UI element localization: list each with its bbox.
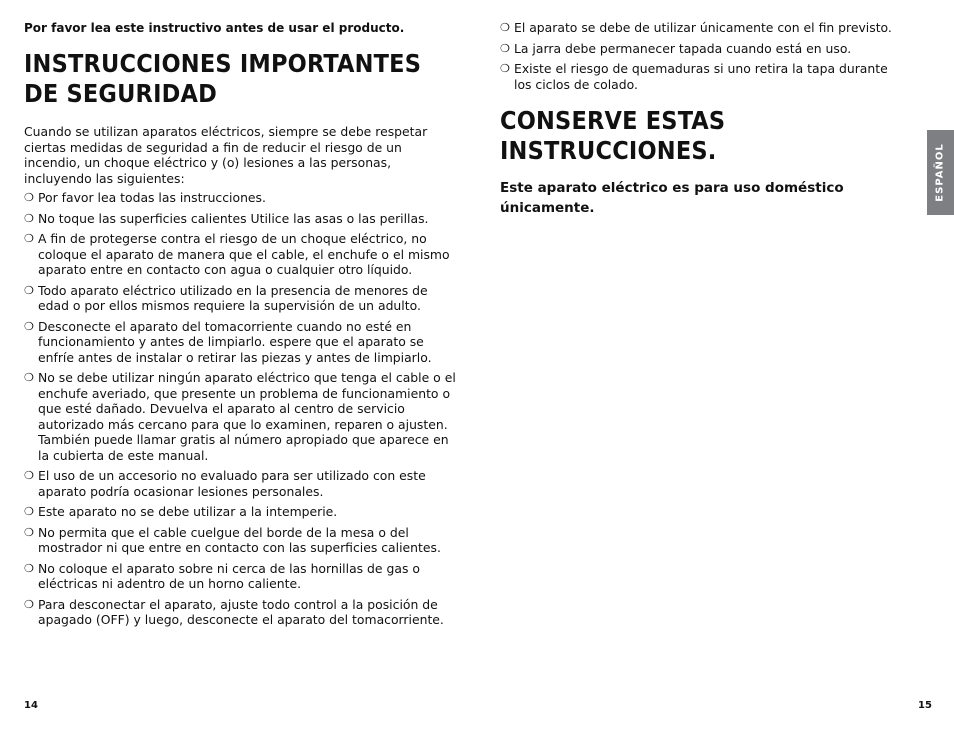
left-page [24,20,456,633]
list-item: ❍ Existe el riesgo de quemaduras si uno retira la tapa durante los ciclos de colado. [500,61,888,92]
list-item: ❍ La jarra debe permanecer tapada cuando está en uso. [500,40,852,56]
language-tab-label: ESPAÑOL [935,143,946,202]
circle-bullet-icon: ❍ [24,211,34,225]
list-item: ❍ Para desconectar el aparato, ajuste todo control a la posición de apagado (OFF) y luego, desconecte el aparato del tomacorriente. [24,596,444,627]
list-item: ❍ Todo aparato eléctrico utilizado en la presencia de menores de edad o por ellos mismos requiere la supervisión de un adulto. [24,282,428,313]
list-item: ❍ El aparato se debe de utilizar únicamente con el fin previsto. [500,20,892,35]
list-item: ❍ Por favor lea todas las instrucciones. [24,190,266,205]
save-instructions-title [500,106,905,166]
right-page [500,20,905,218]
circle-bullet-icon: ❍ [24,283,34,297]
list-item: ❍ Desconecte el aparato del tomacorriente cuando no esté en funcionamiento y antes de limpiarlo. espere que el aparato se enfríe antes de instalar o retirar las piezas y antes de limpiarlo. [24,318,432,365]
circle-bullet-icon: ❍ [24,232,34,245]
safety-title-line1: INSTRUCCIONES IMPORTANTES [24,49,422,78]
circle-bullet-icon: ❍ [500,62,510,75]
circle-bullet-icon: ❍ [24,319,34,333]
page-number-right: 15 [918,700,932,711]
circle-bullet-icon: ❍ [500,21,510,34]
list-item: ❍ No toque las superficies calientes Utilice las asas o las perillas. [24,210,429,226]
language-tab [927,130,954,215]
intro-paragraph: Cuando se utilizan aparatos eléctricos, siempre se debe respetar ciertas medidas de seguridad a fin de reducir el riesgo de un incendio, un choque eléctrico y (o) lesiones a las personas, incluyendo las siguientes: [24,124,428,186]
list-item: ❍ Este aparato no se debe utilizar a la intemperie. [24,504,338,519]
circle-bullet-icon: ❍ [500,41,510,55]
circle-bullet-icon: ❍ [24,505,34,518]
list-item: ❍ A fin de protegerse contra el riesgo de un choque eléctrico, no coloque el aparato de manera que el cable, el enchufe o el mismo aparato entre en contacto con agua o cualquier otro líquido. [24,231,450,277]
list-item: ❍ El uso de un accesorio no evaluado para ser utilizado con este aparato podría ocasionar lesiones personales. [24,468,426,499]
safety-title [24,49,456,109]
list-item: ❍ No permita que el cable cuelgue del borde de la mesa o del mostrador ni que entre en contacto con las superficies calientes. [24,524,441,555]
safety-list [24,190,456,628]
safety-title-line2: DE SEGURIDAD [24,79,218,108]
circle-bullet-icon: ❍ [24,371,34,384]
circle-bullet-icon: ❍ [24,191,34,204]
circle-bullet-icon: ❍ [24,597,34,611]
save-title-line2: INSTRUCCIONES. [500,136,717,165]
list-item: ❍ No se debe utilizar ningún aparato eléctrico que tenga el cable o el enchufe averiado, que presente un problema de funcionamiento o que esté dañado. Devuelva el aparato al centro de servicio autorizado más cercano para que lo examinen, reparen o ajusten. También puede llamar gratis al número apropiado que aparece en la cubierta de este manual. [24,370,456,463]
circle-bullet-icon: ❍ [24,561,34,575]
page-number-left: 14 [24,700,38,711]
household-use-note: Este aparato eléctrico es para uso doméstico únicamente. [500,180,844,216]
intro-note: Por favor lea este instructivo antes de usar el producto. [24,21,405,35]
safety-list-continued [500,20,905,92]
circle-bullet-icon: ❍ [24,469,34,482]
circle-bullet-icon: ❍ [24,525,34,539]
save-title-line1: CONSERVE ESTAS [500,106,726,135]
list-item: ❍ No coloque el aparato sobre ni cerca de las hornillas de gas o eléctricas ni adentro de un horno caliente. [24,560,420,591]
